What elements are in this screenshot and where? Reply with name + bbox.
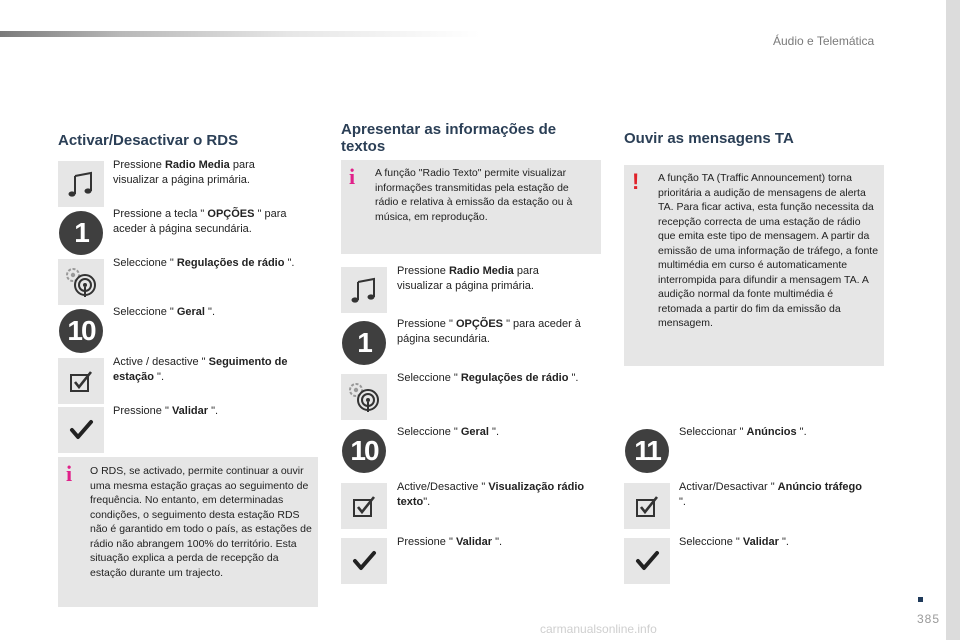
step-number-badge: 10 [58, 308, 104, 354]
header-bar [0, 31, 480, 37]
col1-step-2: Pressione a tecla " OPÇÕES " para aceder à página secundária. [113, 208, 287, 235]
col3-step-3: Seleccione " Validar ". [679, 536, 789, 548]
col3-step-1: Seleccionar " Anúncios ". [679, 426, 807, 438]
step-number-badge: 11 [624, 428, 670, 474]
info-icon: i [349, 164, 356, 189]
col1-step-5: Active / desactive " Seguimento de estação ". [113, 356, 288, 383]
col1-title: Activar/Desactivar o RDS [58, 132, 239, 149]
page-marker [918, 597, 923, 602]
col2-step-4: Seleccione " Geral ". [397, 426, 500, 438]
checkbox-toggle-icon [624, 483, 670, 529]
music-note-icon [341, 267, 387, 313]
step-number-badge: 1 [341, 320, 387, 366]
music-note-icon [58, 161, 104, 207]
watermark: carmanualsonline.info [540, 622, 657, 636]
col3-step-2: Activar/Desactivar " Anúncio tráfego ". [679, 481, 862, 508]
col2-info-box [341, 160, 601, 254]
col3-warning-text: A função TA (Traffic Announcement) torna prioritária a audição de mensagens de alerta TA. Para ficar activa, esta função necessita da recepção correcta de uma estação de rádio que emita este tipo de mensagem. A partir da emissão de uma informação de tráfego, a fonte multimédia em curso é automaticamente interrompida para difundir a mensagem TA. A audição normal da fonte multimédia é retomada a partir do fim da emissão da mensagem. [658, 172, 879, 329]
col2-step-3: Seleccione " Regulações de rádio ". [397, 372, 579, 384]
checkbox-toggle-icon [58, 358, 104, 404]
col2-info-text: A função "Radio Texto" permite visualizar informações transmitidas pela estação de rádio e relativa à emissão da estação ou à música, em reprodução. [375, 167, 573, 223]
col3-title: Ouvir as mensagens TA [624, 130, 794, 147]
step-number-badge: 10 [341, 428, 387, 474]
col2-step-5: Active/Desactive " Visualização rádio texto". [397, 481, 585, 508]
col1-step-4: Seleccione " Geral ". [113, 306, 216, 318]
radio-settings-icon [341, 374, 387, 420]
col3-warning-box [624, 165, 884, 366]
checkmark-icon [58, 407, 104, 453]
col2-step-1: Pressione Radio Media para visualizar a página primária. [397, 265, 539, 292]
checkmark-icon [624, 538, 670, 584]
col1-step-1: Pressione Radio Media para visualizar a página primária. [113, 159, 255, 186]
col2-step-2: Pressione " OPÇÕES " para aceder à página secundária. [397, 318, 581, 345]
info-icon: i [66, 461, 73, 486]
page-edge-strip [946, 0, 960, 640]
page-number: 385 [916, 612, 940, 626]
col1-step-3: Seleccione " Regulações de rádio ". [113, 257, 295, 269]
step-number-badge: 1 [58, 210, 104, 256]
col2-title: Apresentar as informações de textos [341, 121, 557, 155]
warning-icon: ! [632, 169, 640, 194]
col1-info-box [58, 457, 318, 607]
radio-settings-icon [58, 259, 104, 305]
section-title: Áudio e Telemática [773, 34, 875, 48]
col1-step-6: Pressione " Validar ". [113, 405, 219, 417]
checkbox-toggle-icon [341, 483, 387, 529]
col2-step-6: Pressione " Validar ". [397, 536, 503, 548]
checkmark-icon [341, 538, 387, 584]
col1-info-text: O RDS, se activado, permite continuar a ouvir uma mesma estação graças ao seguimento de frequência. No entanto, em determinadas condições, o seguimento desta estação RDS não é garantido em todo o país, as estações de rádio não abrangem 100% do território. Esta situação explica a perda de recepção da estação durante um trajecto. [90, 465, 312, 579]
